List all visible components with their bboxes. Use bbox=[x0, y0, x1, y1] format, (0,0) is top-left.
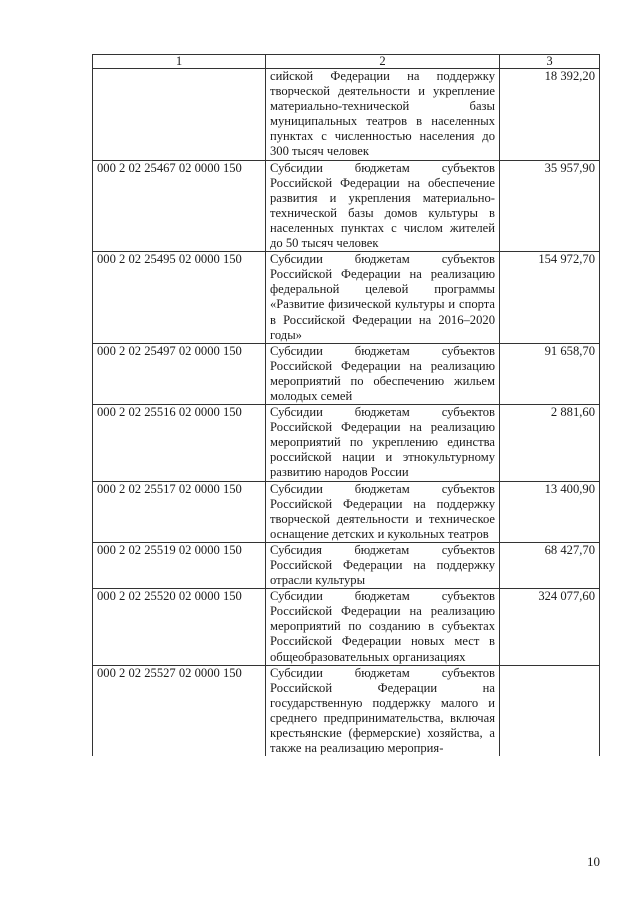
table-row bbox=[93, 252, 600, 344]
table-row bbox=[93, 665, 600, 756]
table-row bbox=[93, 481, 600, 542]
table-row bbox=[93, 542, 600, 588]
table-bottom-edge bbox=[92, 832, 599, 833]
description-cell: Субсидии бюджетам субъектов Российской Федерации на обеспечение развития и укрепления материально-технической базы домов культуры в населенных пунктах с числом жителей до 50 тысяч человек bbox=[266, 160, 500, 252]
page-number: 10 bbox=[587, 854, 600, 869]
amount-cell: 154 972,70 bbox=[500, 252, 600, 344]
amount-cell: 68 427,70 bbox=[500, 542, 600, 588]
table-header bbox=[93, 55, 600, 69]
budget-code-cell: 000 2 02 25520 02 0000 150 bbox=[93, 589, 266, 665]
budget-code-cell: 000 2 02 25517 02 0000 150 bbox=[93, 481, 266, 542]
amount-cell bbox=[500, 665, 600, 756]
description-cell: Субсидии бюджетам субъектов Российской Федерации на государственную поддержку малого и среднего предпринимательства, включая крестьянские (фермерские) хозяйства, а также на реализацию мероприя- bbox=[266, 665, 500, 756]
description-cell: Субсидии бюджетам субъектов Российской Федерации на реализацию мероприятий по укреплению единства российской нации и этнокультурному развитию народов России bbox=[266, 405, 500, 481]
description-cell: Субсидии бюджетам субъектов Российской Федерации на поддержку творческой деятельности и техническое оснащение детских и кукольных театров bbox=[266, 481, 500, 542]
amount-cell: 13 400,90 bbox=[500, 481, 600, 542]
table-row bbox=[93, 69, 600, 161]
budget-code-cell: 000 2 02 25497 02 0000 150 bbox=[93, 343, 266, 404]
description-cell: сийской Федерации на поддержку творческой деятельности и укрепление материально-технической базы муниципальных театров в населенных пунктах с численностью населения до 300 тысяч человек bbox=[266, 69, 500, 161]
amount-cell: 91 658,70 bbox=[500, 343, 600, 404]
budget-table bbox=[92, 54, 600, 756]
amount-cell: 324 077,60 bbox=[500, 589, 600, 665]
description-cell: Субсидии бюджетам субъектов Российской Федерации на реализацию федеральной целевой программы «Развитие физической культуры и спорта в Российской Федерации на 2016–2020 годы» bbox=[266, 252, 500, 344]
budget-code-cell: 000 2 02 25527 02 0000 150 bbox=[93, 665, 266, 756]
budget-code-cell: 000 2 02 25519 02 0000 150 bbox=[93, 542, 266, 588]
table-body bbox=[93, 69, 600, 757]
budget-code-cell bbox=[93, 69, 266, 161]
description-cell: Субсидии бюджетам субъектов Российской Федерации на реализацию мероприятий по созданию в субъектах Российской Федерации новых мест в общеобразовательных организациях bbox=[266, 589, 500, 665]
description-cell: Субсидии бюджетам субъектов Российской Федерации на реализацию мероприятий по обеспечению жильем молодых семей bbox=[266, 343, 500, 404]
table-row bbox=[93, 160, 600, 252]
column-header-1: 1 bbox=[93, 55, 266, 69]
amount-cell: 18 392,20 bbox=[500, 69, 600, 161]
table-row bbox=[93, 343, 600, 404]
column-header-3: 3 bbox=[500, 55, 600, 69]
budget-code-cell: 000 2 02 25467 02 0000 150 bbox=[93, 160, 266, 252]
amount-cell: 35 957,90 bbox=[500, 160, 600, 252]
budget-code-cell: 000 2 02 25516 02 0000 150 bbox=[93, 405, 266, 481]
column-header-2: 2 bbox=[266, 55, 500, 69]
amount-cell: 2 881,60 bbox=[500, 405, 600, 481]
budget-code-cell: 000 2 02 25495 02 0000 150 bbox=[93, 252, 266, 344]
description-cell: Субсидия бюджетам субъектов Российской Федерации на поддержку отрасли культуры bbox=[266, 542, 500, 588]
table-row bbox=[93, 589, 600, 665]
table-row bbox=[93, 405, 600, 481]
